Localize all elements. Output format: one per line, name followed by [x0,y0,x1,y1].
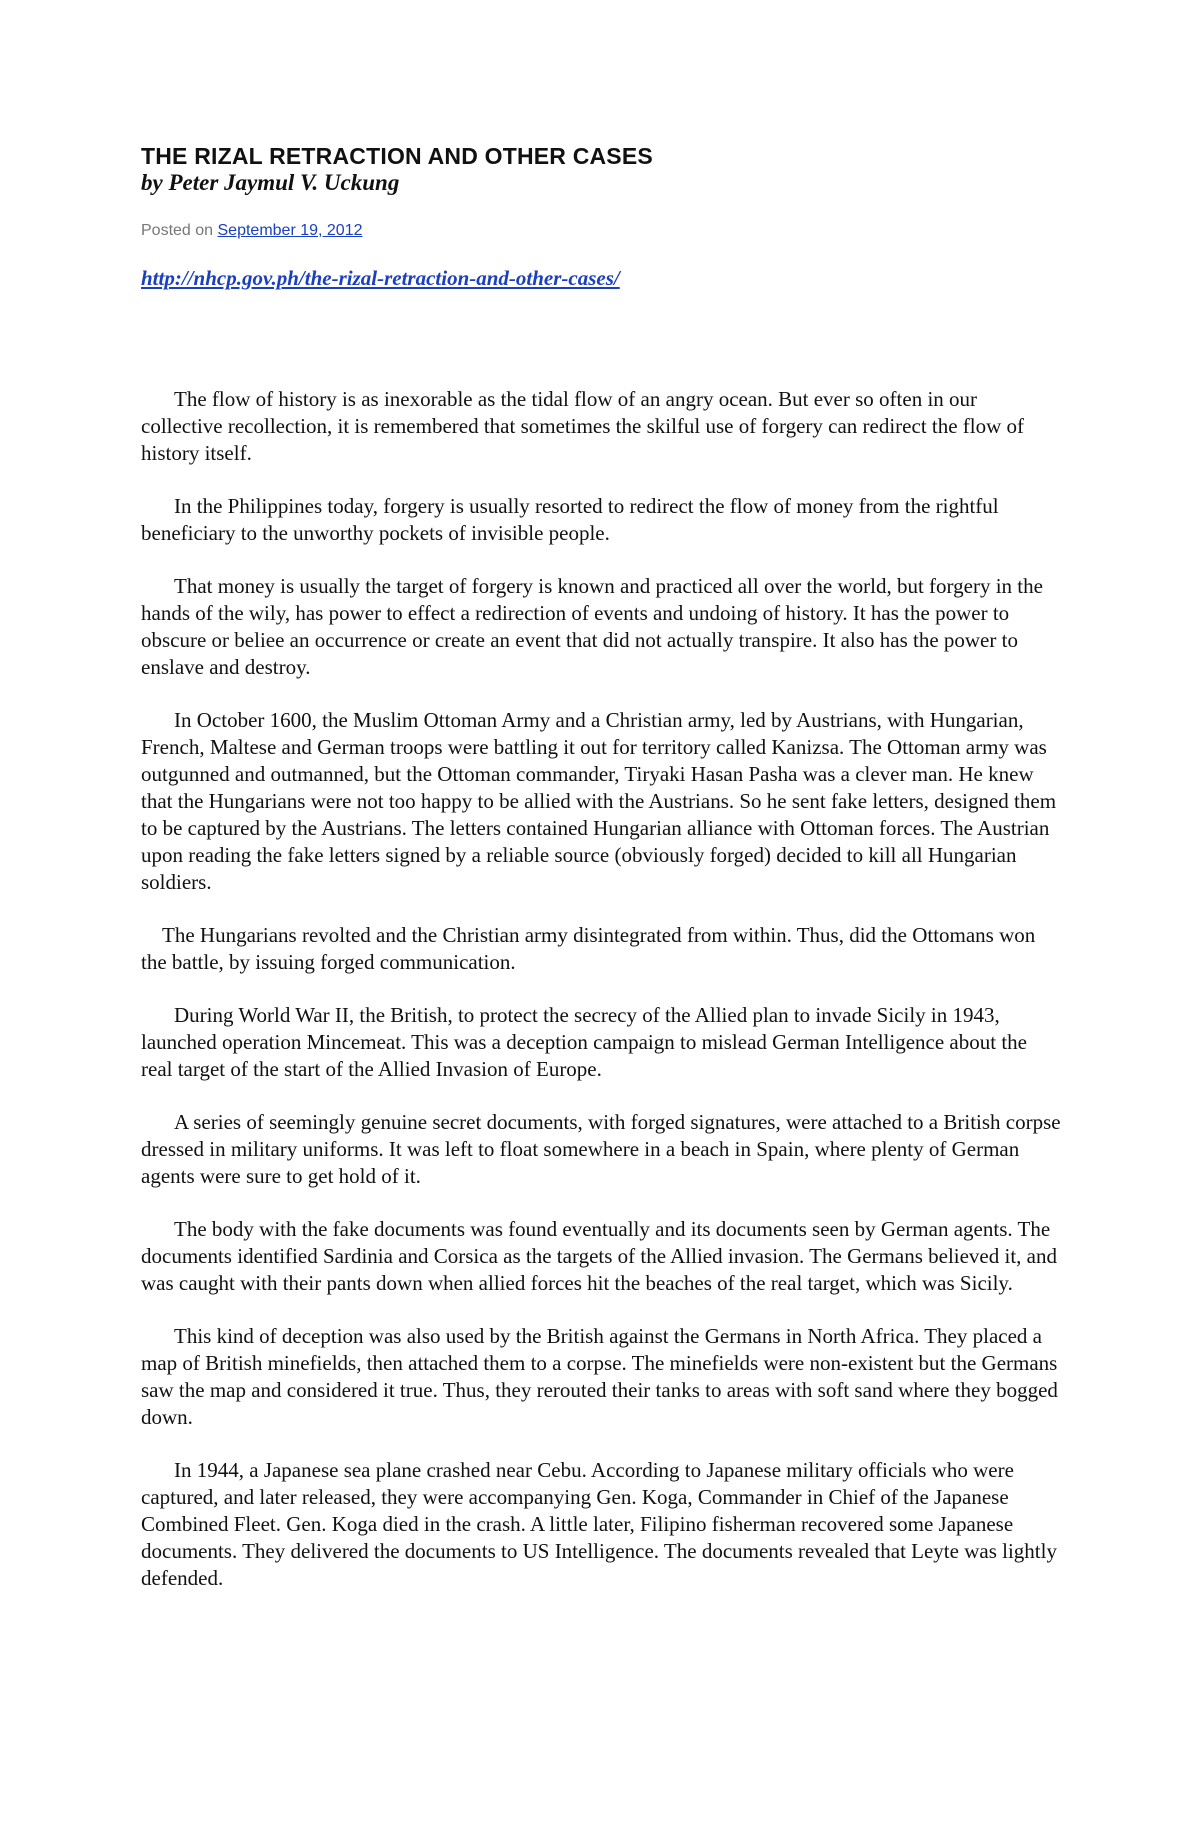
posted-line [141,220,1061,242]
paragraph: A series of seemingly genuine secret documents, with forged signatures, were attached to a British corpse dressed in military uniforms. It was left to float somewhere in a beach in Spain, where plenty of German agents were sure to get hold of it. [141,1110,1061,1188]
paragraph: In the Philippines today, forgery is usually resorted to redirect the flow of money from the rightful beneficiary to the unworthy pockets of invisible people. [141,494,999,545]
paragraph: During World War II, the British, to protect the secrecy of the Allied plan to invade Sicily in 1943, launched operation Mincemeat. This was a deception campaign to mislead German Intelligence about the real target of the start of the Allied Invasion of Europe. [141,1003,1027,1081]
author-byline: by Peter Jaymul V. Uckung [141,170,400,195]
paragraph: The body with the fake documents was found eventually and its documents seen by German agents. The documents identified Sardinia and Corsica as the targets of the Allied invasion. The Germans believed it, and was caught with their pants down when allied forces hit the beaches of the real target, which was Sicily. [141,1217,1057,1295]
posted-prefix: Posted on [141,222,218,239]
paragraph: In October 1600, the Muslim Ottoman Army and a Christian army, led by Austrians, with Hungarian, French, Maltese and German troops were battling it out for territory called Kanizsa. The Ottoman army was outgunned and outmanned, but the Ottoman commander, Tiryaki Hasan Pasha was a clever man. He knew that the Hungarians were not too happy to be allied with the Austrians. So he sent fake letters, designed them to be captured by the Austrians. The letters contained Hungarian alliance with Ottoman forces. The Austrian upon reading the fake letters signed by a reliable source (obviously forged) decided to kill all Hungarian soldiers. [141,708,1057,894]
paragraph: That money is usually the target of forgery is known and practiced all over the world, but forgery in the hands of the wily, has power to effect a redirection of events and undoing of history. It has the power to obscure or beliee an occurrence or create an event that did not actually transpire. It also has the power to enslave and destroy. [141,574,1043,679]
document-page [141,142,1061,1618]
paragraph: In 1944, a Japanese sea plane crashed near Cebu. According to Japanese military officials who were captured, and later released, they were accompanying Gen. Koga, Commander in Chief of the Japanese Combined Fleet. Gen. Koga died in the crash. A little later, Filipino fisherman recovered some Japanese documents. They delivered the documents to US Intelligence. The documents revealed that Leyte was lightly defended. [141,1458,1057,1590]
posted-date-link[interactable]: September 19, 2012 [217,222,363,239]
paragraph: This kind of deception was also used by the British against the Germans in North Africa. They placed a map of British minefields, then attached them to a corpse. The minefields were non-existent but the Germans saw the map and considered it true. Thus, they rerouted their tanks to areas with soft sand where they bogged down. [141,1324,1058,1429]
document-title: THE RIZAL RETRACTION AND OTHER CASES [141,143,653,169]
paragraph: The flow of history is as inexorable as the tidal flow of an angry ocean. But ever so often in our collective recollection, it is remembered that sometimes the skilful use of forgery can redirect the flow of history itself. [141,387,1025,465]
paragraph: The Hungarians revolted and the Christian army disintegrated from within. Thus, did the Ottomans won the battle, by issuing forged communication. [141,923,1036,974]
article-body [141,386,1061,1592]
source-url-link[interactable]: http://nhcp.gov.ph/the-rizal-retraction-and-other-cases/ [141,266,620,290]
